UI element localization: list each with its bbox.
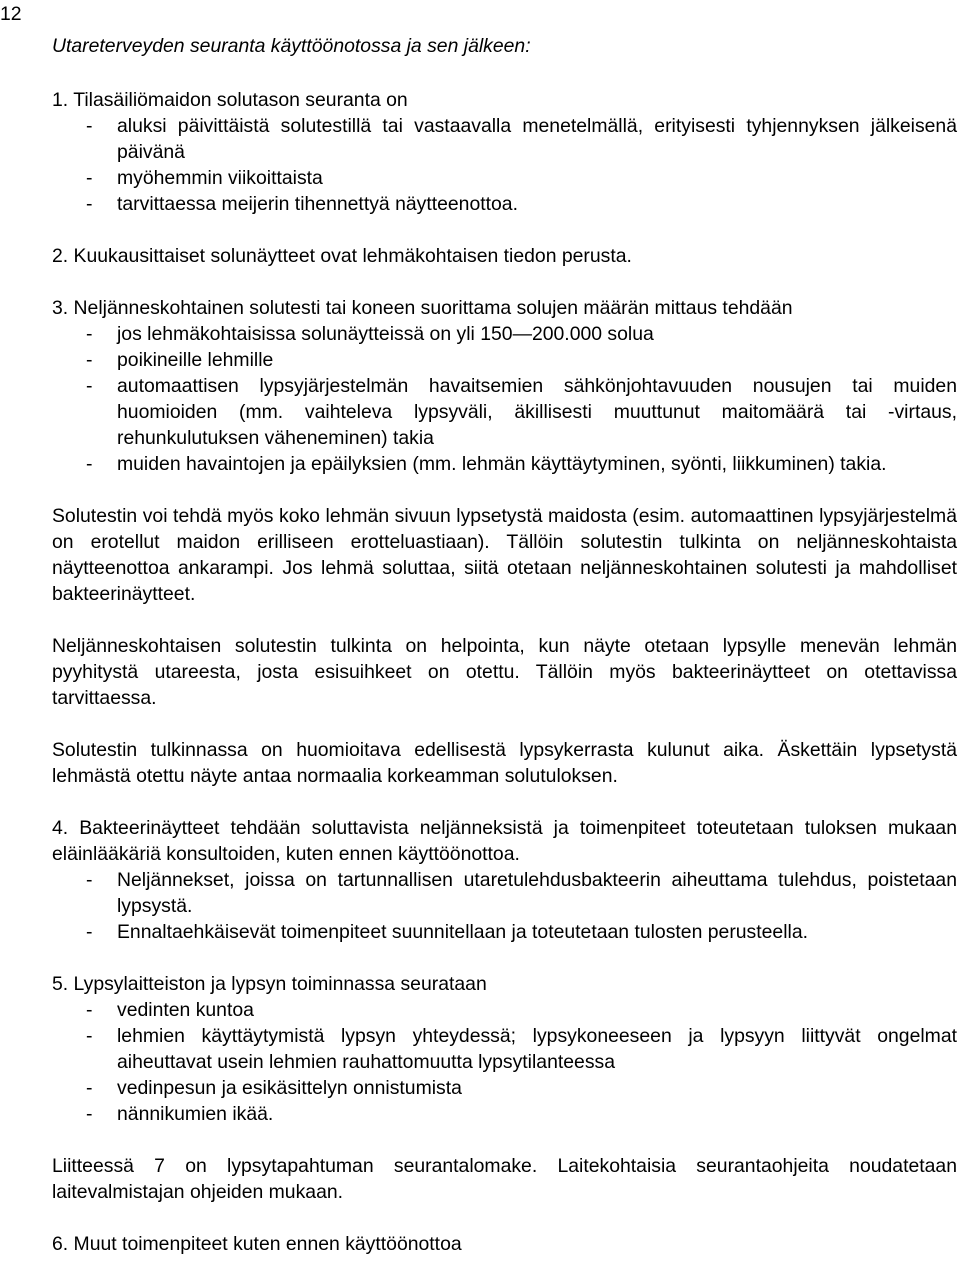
section-6-title: 6. Muut toimenpiteet kuten ennen käyttöönottoa	[52, 1233, 462, 1255]
list-item: - poikineille lehmille	[52, 347, 957, 373]
list-item: - automaattisen lypsyjärjestelmän havaitsemien sähkönjohtavuuden nousujen tai muiden huomioiden (mm. vaihteleva lypsyväli, äkillisesti muuttunut maitomäärä tai -virtaus, rehunkulutuksen väheneminen) takia	[52, 373, 957, 451]
paragraph-milking-interval: Solutestin tulkinnassa on huomioitava edellisestä lypsykerrasta kulunut aika. Äskettäin lypsetystä lehmästä otettu näyte antaa normaalia korkeamman solutuloksen.	[52, 739, 957, 787]
page-number: 12	[0, 3, 22, 25]
paragraph-quarter-interpretation: Neljänneskohtaisen solutestin tulkinta on helpointa, kun näyte otetaan lypsylle menevän lehmän pyyhitystä utareesta, josta esisuihkeet on otettu. Tällöin myös bakteerinäytteet on otettavissa tarvittaessa.	[52, 635, 957, 709]
section-3-title: 3. Neljänneskohtainen solutesti tai koneen suorittama solujen määrän mittaus tehdään	[52, 297, 793, 319]
section-5-list	[52, 997, 957, 1127]
document-body	[52, 33, 957, 1257]
list-item: - myöhemmin viikoittaista	[52, 165, 957, 191]
section-2-title: 2. Kuukausittaiset solunäytteet ovat lehmäkohtaisen tiedon perusta.	[52, 245, 632, 267]
section-3	[52, 295, 957, 477]
list-item: - jos lehmäkohtaisissa solunäytteissä on yli 150—200.000 solua	[52, 321, 957, 347]
section-1	[52, 87, 957, 217]
section-4	[52, 815, 957, 945]
section-5-title: 5. Lypsylaitteiston ja lypsyn toiminnassa seurataan	[52, 973, 487, 995]
list-item: - vedinten kuntoa	[52, 997, 957, 1023]
section-5	[52, 971, 957, 1127]
section-1-title: 1. Tilasäiliömaidon solutason seuranta on	[52, 89, 408, 111]
section-2	[52, 243, 957, 269]
section-4-list	[52, 867, 957, 945]
list-item: - vedinpesun ja esikäsittelyn onnistumista	[52, 1075, 957, 1101]
list-item: - nännikumien ikää.	[52, 1101, 957, 1127]
section-1-list	[52, 113, 957, 217]
paragraph-appendix-note: Liitteessä 7 on lypsytapahtuman seurantalomake. Laitekohtaisia seurantaohjeita noudatetaan laitevalmistajan ohjeiden mukaan.	[52, 1155, 957, 1203]
list-item: - Ennaltaehkäisevät toimenpiteet suunnitellaan ja toteutetaan tulosten perusteella.	[52, 919, 957, 945]
list-item: - Neljännekset, joissa on tartunnallisen utaretulehdusbakteerin aiheuttama tulehdus, poistetaan lypsystä.	[52, 867, 957, 919]
list-item: - muiden havaintojen ja epäilyksien (mm. lehmän käyttäytyminen, syönti, liikkuminen) takia.	[52, 451, 957, 477]
section-3-list	[52, 321, 957, 477]
list-item: - lehmien käyttäytymistä lypsyn yhteydessä; lypsykoneeseen ja lypsyyn liittyvät ongelmat aiheuttavat usein lehmien rauhattomuutta lypsytilanteessa	[52, 1023, 957, 1075]
list-item: - tarvittaessa meijerin tihennettyä näytteenottoa.	[52, 191, 957, 217]
list-item: - aluksi päivittäistä solutestillä tai vastaavalla menetelmällä, erityisesti tyhjennyksen jälkeisenä päivänä	[52, 113, 957, 165]
paragraph-solutest-whole-cow: Solutestin voi tehdä myös koko lehmän sivuun lypsetystä maidosta (esim. automaattinen lypsyjärjestelmä on erotellut maidon erilliseen erotteluastiaan). Tällöin solutestin tulkinta on neljänneskohtaista näytteenottoa ankarampi. Jos lehmä soluttaa, siitä otetaan neljänneskohtainen solutesti ja mahdolliset bakteerinäytteet.	[52, 505, 957, 605]
page-heading: Utareterveyden seuranta käyttöönotossa ja sen jälkeen:	[52, 35, 531, 57]
section-4-title: 4. Bakteerinäytteet tehdään soluttavista neljänneksistä ja toimenpiteet toteutetaan tuloksen mukaan eläinlääkäriä konsultoiden, kuten ennen käyttöönottoa.	[52, 817, 957, 865]
section-6	[52, 1231, 957, 1257]
